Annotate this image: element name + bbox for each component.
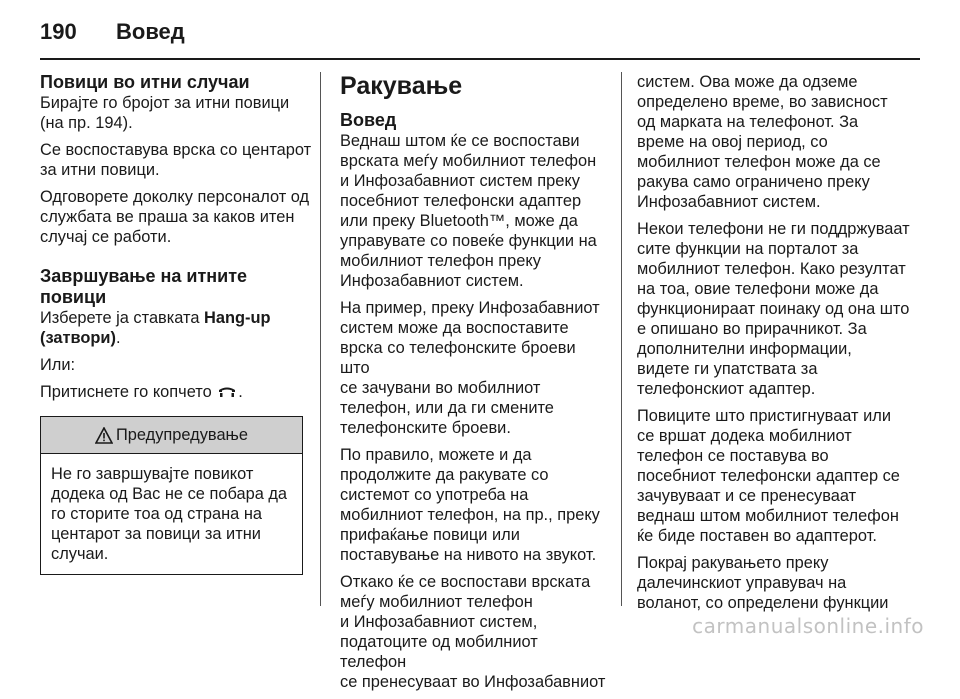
column-divider-1 <box>320 72 321 606</box>
page-number: 190 <box>40 19 77 44</box>
section-title: Вовед <box>116 19 185 44</box>
paragraph-select-hangup: Изберете ја ставката Hang-up (затвори). <box>40 309 271 347</box>
paragraph-example: На пример, преку Инфозабавниот систем може да воспоставите врска со телефонските броеви што се зачувани во мобилниот телефон, или да ги смените телефонските броеви. <box>340 299 600 437</box>
paragraph-or: Или: <box>40 356 76 374</box>
paragraph-rule: По правило, можете и да продолжите да ракувате со системот со употреба на мобилниот телефон, на пр., преку прифаќање повици или поставување на нивото на звукот. <box>340 446 600 564</box>
heading-operation: Ракување <box>340 72 463 100</box>
warning-title: Предупредување <box>116 426 248 444</box>
heading-introduction: Вовед <box>340 110 397 130</box>
column-3 <box>637 72 923 620</box>
warning-box <box>40 416 303 575</box>
heading-emergency-calls: Повици во итни случаи <box>40 72 250 92</box>
paragraph-support: Некои телефони не ги поддржуваат сите функции на порталот за мобилниот телефон. Како резултат на тоа, овие телефони може да функционираат поинаку од она што е опишано во прирачникот. За дополнителни информации, видете ги упатствата за телефонскиот адаптер. <box>637 220 910 398</box>
warning-text: Не го завршувајте повикот додека од Вас не се побара да го сторите тоа од страна на центарот за повици за итни случаи. <box>51 465 288 563</box>
paragraph-data-transfer: Откако ќе се воспостави врската меѓу мобилниот телефон и Инфозабавниот систем, податоците од мобилниот телефон се пренесуваат во Инфозабавниот <box>340 573 606 691</box>
watermark: carmanualsonline.info <box>692 614 924 638</box>
hangup-option-label: Hang-up (затвори) <box>40 309 271 347</box>
paragraph-intro: Веднаш штом ќе се воспостави врската меѓу мобилниот телефон и Инфозабавниот систем преку посебниот телефонски адаптер или преку Bluetooth™, може да управувате со повеќе функции на мобилниот телефон преку Инфозабавниот систем. <box>340 132 597 290</box>
warning-triangle-icon <box>95 427 113 444</box>
warning-header <box>41 417 302 454</box>
page-header <box>40 14 185 50</box>
heading-end-calls: Завршување на итните повици <box>40 266 248 307</box>
paragraph-press-button: Притиснете го копчето . <box>40 383 243 401</box>
column-2 <box>340 72 608 699</box>
warning-body <box>41 454 302 574</box>
paragraph-dial: Бирајте го бројот за итни повици (на пр. 194). <box>40 94 290 132</box>
paragraph-incoming-calls: Повиците што пристигнуваат или се вршат додека мобилниот телефон се поставува во посебниот телефонски адаптер се зачувуваат и се пренесуваат веднаш штом мобилниот телефон ќе биде поставен во адаптерот. <box>637 407 900 545</box>
hangup-phone-icon <box>218 386 236 398</box>
paragraph-connection: Се воспоставува врска со центарот за итни повици. <box>40 141 312 179</box>
header-rule <box>40 58 920 60</box>
paragraph-time: систем. Ова може да одземе определено време, во зависност од марката на телефонот. За време на овој период, со мобилниот телефон може да се ракува само ограничено преку Инфозабавниот систем. <box>637 73 888 211</box>
paragraph-answer: Одговорете доколку персоналот од службата ве праша за каков итен случај се работи. <box>40 188 310 246</box>
paragraph-remote-control: Покрај ракувањето преку далечинскиот управувач на воланот, со определени функции <box>637 554 889 612</box>
column-1 <box>40 72 312 575</box>
column-divider-2 <box>621 72 622 606</box>
